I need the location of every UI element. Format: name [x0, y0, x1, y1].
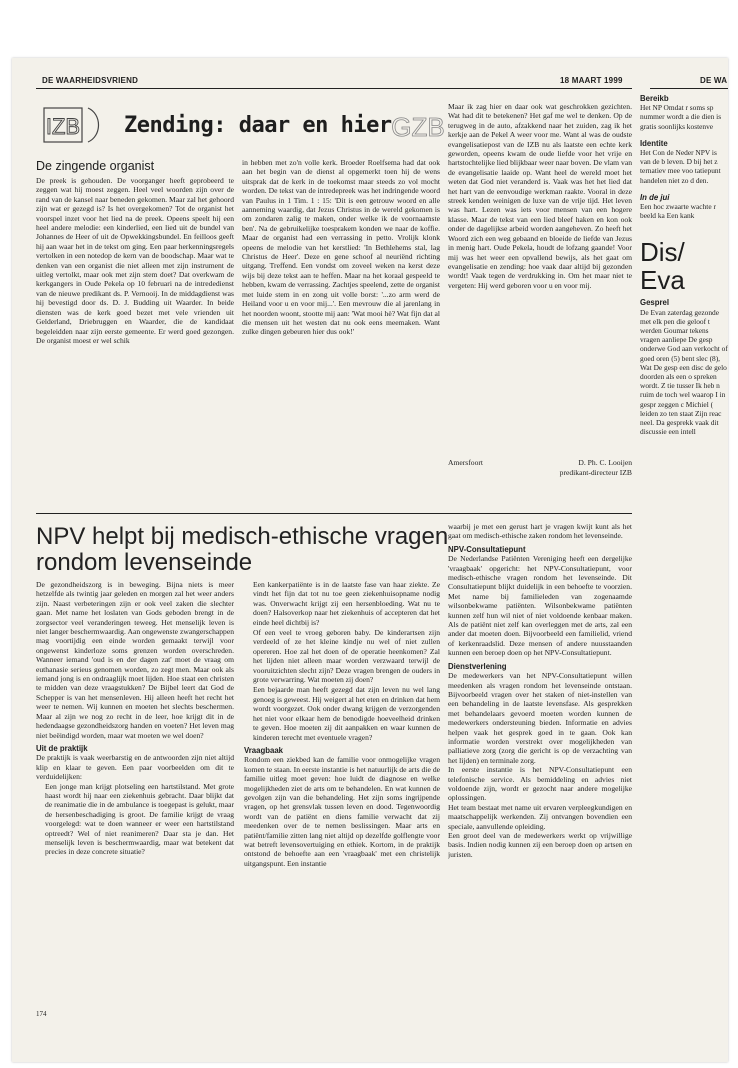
list-item: • Een kankerpatiënte is in de laatste fase van haar ziekte. Ze vindt het fijn dat tot nu toe geen ziekenhuisopname nodig was. Onverwacht krijgt zij een hersenbloeding. Wat nu te doen? Halsoverkop naar het ziekenhuis of accepteren dat het einde heel dichtbij is?: [253, 580, 440, 627]
fragment-text-2: Het Con de Neder NPV is van de b leven. D bij het z ternatiev mee voo tatiepunt handelen niet zo d den.: [640, 148, 721, 185]
article2-dienst-text-2: In eerste instantie is het NPV-Consultatiepunt een telefonische service. Als bemiddeling en advies niet voldoende zijn, wordt er gezocht naar andere mogelijke oplossingen.: [448, 765, 632, 803]
running-header-publication: DE WAARHEIDSVRIEND: [42, 76, 139, 85]
running-header-right: DE WA: [700, 76, 728, 85]
fragment-big-title-2: Eva: [640, 265, 685, 296]
svg-text:IZB: IZB: [45, 114, 81, 139]
page-number: 174: [36, 1010, 47, 1018]
article2-dienst-text-3: Het team bestaat met name uit ervaren verpleegkundigen en maatschappelijk werkenden. Zij ontvangen bovendien een speciale, aanvullende opleiding.: [448, 802, 632, 831]
article2-examples-list-cont: [244, 580, 440, 742]
article2-heading-npv: NPV-Consultatiepunt: [448, 544, 526, 554]
article1-title: Zending: daar en hier: [124, 113, 392, 138]
fragment-heading-2: Identite: [640, 138, 668, 148]
article1-column-2: [242, 158, 440, 510]
fragment-text-1: Het NP Omdat r soms sp nummer wordt a die dien is gratis soonlijks kostenve: [640, 103, 722, 131]
article2-heading-praktijk: Uit de praktijk: [36, 743, 88, 753]
article1-subtitle: De zingende organist: [36, 159, 155, 173]
article2-title: NPV helpt bij medisch-ethische vragen rondom levenseinde: [36, 523, 449, 576]
article2-column-3: [448, 522, 632, 1000]
article1-col1-text: De preek is gehouden. De voorganger heeft geprobeerd te zeggen wat hij moest zeggen. Heel veel woorden zijn over de rand van de kansel naar beneden gekomen. Maar zal het gehoord zijn wat er gezegd is? Is het overgekomen? Tot de organist het voorspel inzet voor het lied na de preek. Opeens speelt hij een heel andere melodie: een kinderlied, een lied uit de bundel van Johannes de Heer of uit de Opwekkingsbundel. En feilloos geeft hij aan waar het in de tekst om ging. Een paar herkenningsregels vertolken in een notedop de kern van de boodschap. Maar wat te denken van een organist die niet alleen met zijn instrument de uitleg vertolkt, maar ook met zijn stem doet? Dat overkwam de kerkgangers in Oude Pekela op 10 februari na de intrededienst van de nieuwe predikant ds. P. Vernooij. In de middagdienst was hij bevestigd door ds. D. J. Budding uit Waarder. In beide diensten was de kerk goed bezet met vele vrienden uit Gelderland, Driebruggen en Waarder, die de kandidaat begeleidden naar zijn eerste gemeente. Er werd goed gezongen. De organist moest er wel schik: [36, 176, 234, 345]
fragment-text-4: De Evan zaterdag gezonde met elk pen die geloof t werden Goumar tekens vragen aanliepe De gesp onderwe God aan verkocht of goed oren (5) bent slec (8), Wat De gesp een disc de gelo doorden als een o spreken wordt. Z tie tusser Ik heb n ruim de toch wel waarop I in gespr zeggen c Michiel ( leiden zo ten staat Zijn reac neel. Da gesprekk vaak dit discussie een intell: [640, 307, 728, 437]
header-rule: [36, 88, 632, 89]
article2-vraagbaak-text: Rondom een ziekbed kan de familie voor onmogelijke vragen komen te staan. In eerste instantie is het natuurlijk de arts die de familie uitleg moet geven: hoe luidt de diagnose en welke mogelijkheden ziet de arts om te behandelen. En wat kunnen de gevolgen zijn van die behandeling. Het zijn soms ingrijpende vragen, op het grensvlak tussen leven en dood. Tegenwoordig wordt van de patiënt en diens familie verwacht dat zij meedenken over de te nemen beslissingen. Maar arts en patiënt/familie zitten lang niet altijd op dezelfde golflengte voor wat betreft levensovertuiging en ethiek. Kortom, in de praktijk ontstond de behoefte aan een 'vraagbaak' met een christelijk uitgangspunt. Een instantie: [244, 755, 440, 868]
article1-author-role: predikant-directeur IZB: [559, 468, 632, 477]
article2-column-1: [36, 580, 234, 1000]
article2-praktijk-intro: De praktijk is vaak weerbarstig en de antwoorden zijn niet altijd klip en klaar te geven. Een paar voorbeelden om dit te verduidelijken:: [36, 753, 234, 782]
fragment-heading-4: Gesprel: [640, 298, 670, 308]
article2-dienst-text-4: Een groot deel van de medewerkers werkt op vrijwillige basis. Indien nodig kunnen zij een beroep doen op artsen en juristen.: [448, 831, 632, 859]
running-header-date: 18 MAART 1999: [560, 76, 623, 85]
article1-author: D. Ph. C. Looijen: [578, 458, 632, 467]
article2-examples-list: [36, 782, 234, 857]
list-item: • Of een veel te vroeg geboren baby. De kinderartsen zijn verdeeld of ze het kleine kindje nu wel of niet zullen opereren. Hoe zal het doen of de operatie heenkomen? Zal het lijden niet alleen maar worden verzwaard terwijl de vooruitzichten slecht zijn? Deze vragen brengen de ouders in grote verwarring. Wat moeten zij doen?: [253, 628, 440, 684]
article2-heading-vraagbaak: Vraagbaak: [244, 745, 284, 755]
article2-col3-intro: waarbij je met een gerust hart je vragen kwijt kunt als het gaat om medisch-ethische zaken rondom het levenseinde.: [448, 522, 632, 541]
fragment-text-3: Een hoc zwaarte wachte r beeld ka Een kank: [640, 202, 716, 221]
list-item: • Een bejaarde man heeft gezegd dat zijn leven nu wel lang genoeg is geweest. Hij weigert al het eten en drinken dat hem wordt voorgezet. Ook onder dwang krijgen de verzorgenden het niet voor elkaar hem de benodigde hoeveelheid drinken te geven. Hoe moeten zij dit aanpakken en waar kunnen de kinderen terecht met eventuele vragen?: [253, 685, 440, 741]
article1-column-1: [36, 158, 234, 510]
svg-text:GZB: GZB: [391, 112, 445, 142]
article2-dienst-text-1: De medewerkers van het NPV-Consultatiepunt willen meedenken als vragen rondom het levenseinde ontstaan. Bijvoorbeeld vragen over het staken of niet-instellen van een behandeling in de laatste levensfase. Als gesprekken met behandelaars gevoerd moeten worden kunnen de medewerkers ondersteuning bieden. Informatie en advies helpen vaak het gesprek goed in te gaan. Ook kan informatie worden verstrekt over mogelijkheden van palliatieve zorg (zorg die gericht is op de verzachting van het lijden) en terminale zorg.: [448, 671, 632, 765]
article2-intro: De gezondheidszorg is in beweging. Bijna niets is meer hetzelfde als twintig jaar geleden en morgen zal het weer anders zijn. Naast verbeteringen zijn er ook veel zaken die slechter gaan. Met name het loslaten van Gods geboden brengt in de zorgsector veel veranderingen teweeg. Het menselijk leven is niet langer beschermwaardig. Aan ongewenste zwangerschappen mag voortijdig een einde worden gemaakt terwijl voor ongewenst kinderloze soms grenzen worden overschreden. Wanneer iemand 'oud is en der dagen zat' moet de vraag om euthanasie serieus genomen worden, zo zegt men. Maar ook als iemand jong is en ondraaglijk moet lijden. Hoe staat een christen te midden van deze vraagstukken? De Bijbel leert dat God de Schepper is van het mensenleven. Hij alleen heeft het recht het weer te nemen. Wij kunnen en moeten het slechts beschermen. Maar al zijn we nog zo recht in de leer, hoe krijgt dit in de hedendaagse gezondheidszorg handen en voeten? Het leven mag niet beëindigd worden, maar wat moeten we wel doen?: [36, 580, 234, 740]
list-item: • Een jonge man krijgt plotseling een hartstilstand. Met grote haast wordt hij naar een ziekenhuis gebracht. Daar blijkt dat de reanimatie die in de ambulance is toegepast is gelukt, maar de hersenbeschadiging is groot. De familie krijgt de vraag voorgelegd: wat te doen wanneer er weer een hartstilstand optreedt? Wel of niet reanimeren? Daar sta je dan. Het menselijk leven is beschermwaardig, maar wat betekent dat precies in deze concrete situatie?: [45, 782, 234, 857]
article1-place: Amersfoort: [448, 458, 484, 467]
article1-col3-text: Maar ik zag hier en daar ook wat geschrokken gezichten. Wat had dit te betekenen? Het gaf me wel te denken. Op de terugweg in de auto, afzakkend naar het zuiden, zag ik het kerkje aan de Pekel A weer voor me. Want al was de oudste evangelisatiepost van de IZB nu als laatste een echte kerk geworden, opeens kwam de oude liefde voor het vrije en hartstochtelijke lied blijkbaar weer naar boven. De vlam van de evangelisatie laaide op. Want heel de wereld moet het weten dat God niet veranderd is. Vaak was het het lied dat het hart van de eenvoudige werkman raakte. Vooral in deze streek kenden weinigen de luxe van de vrije tijd. Het leven was hart. Lezen was iets voor mensen van een hogere klasse. Maar de tekst van een lied bleef haken en kon ook onder de dagelijkse arbeid worden aangeheven. Zo heeft het Woord zich een weg gebaand en bloeide de liefde van Jezus in menig hart. Oude Pekela, houdt de lofzang gaande! Voor mij was het weer een opvallend bewijs, als het gaat om evangelisatie en zending: hoe vaak daar altijd bij gezonden wordt! Vaak tegen de verdrukking in. Om het maar niet te vergeten: Hij werd geboren voor u en voor mij.: [448, 102, 632, 290]
article1-column-3: [448, 102, 632, 452]
gzb-logo-icon: [388, 108, 448, 149]
article2-heading-dienst: Dienstverlening: [448, 661, 507, 671]
article-divider: [36, 513, 632, 514]
header-rule-right: [650, 88, 728, 89]
fragment-big-title-1: Dis/: [640, 237, 685, 268]
article2-npv-text: De Nederlandse Patiënten Vereniging heeft een dergelijke 'vraagbaak' opgericht: het NPV-Consultatiepunt, voor medisch-ethische vragen rondom het levenseinde. Dit Consultatiepunt blijkt duidelijk in een behoefte te voorzien. Met name bij familieleden van zogenaamde wilsonbekwame patiënten. Wilsonbekwame patiënten kunnen zelf hun wil niet of niet voldoende kenbaar maken. Als de patiënt niet zelf kan overleggen met de arts, zal een ander dat moeten doen. Bijvoorbeeld een familielid, vriend of kerkenraadslid. Deze mensen of andere nuusstaanden kunnen een beroep doen op het NPV-Consultatiepunt.: [448, 554, 632, 658]
article1-col2-text: in hebben met zo'n volle kerk. Broeder Roelfsema had dat ook aan het begin van de dienst al opgemerkt toen hij de wens uitsprak dat de kerk in de toekomst maar steeds zo vol mocht worden. De tekst van de intredepreek was het indringende woord van Paulus in 1 Tim. 1 : 15: 'Dit is een getrouw woord en alle aanneming waardig, dat Jezus Christus in de wereld gekomen is om zondaren zalig te maken, onder welke ik de voornaamste ben'. Na de gebruikelijke toesprakem konden we naar de koffie. Maar de organist had een verrassing in petto. Vrolijk klonk opeens de melodie van het kerstlied: 'In Bethlehems stal, lag Christus de Heer'. Deze en gene schoof al neuriënd richting uitgang. Treffend. Een vondst om zoveel weken na kerst deze wijs bij deze tekst aan te heffen. Maar na het koraal gespeeld te hebben, kwam de verrassing. Zachtjes speelend, zette de organist met luide stem in en zong uit volle borst: '...zo arm werd de Heiland voor u en voor mij...'. Een mevrouw die al jarenlang in het noorden woont, stootte mij aan: 'Wat mooi hè? Wat fijn dat al die mensen uit het westen dat nu ook eens meemaken. Want zulke dingen gebeuren hier dus ook!': [242, 158, 440, 337]
adjacent-page-fragment: [640, 90, 728, 1030]
fragment-heading-3: In de jui: [640, 192, 670, 202]
fragment-heading-1: Bereikb: [640, 94, 669, 103]
article2-column-2: [244, 580, 440, 1000]
izb-logo-icon: [42, 104, 118, 151]
